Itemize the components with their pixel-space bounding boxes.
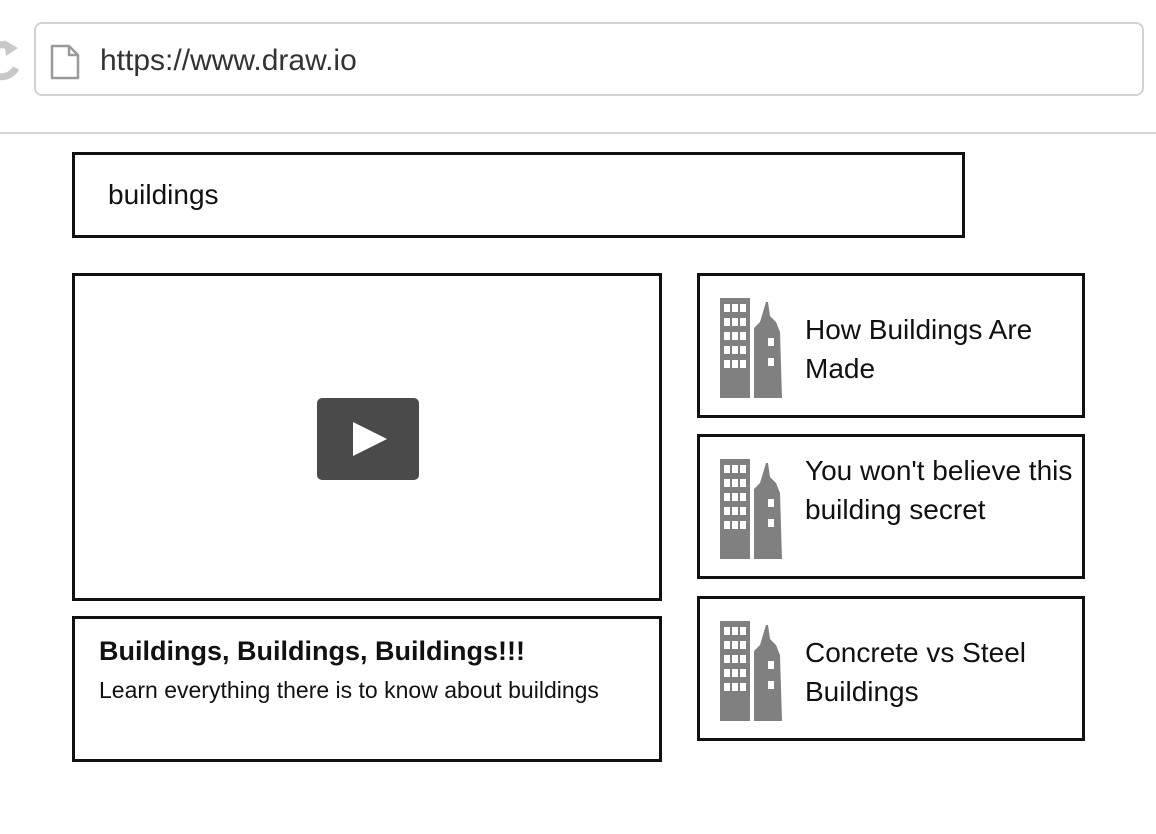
browser-toolbar	[0, 0, 1156, 134]
building-icon	[720, 459, 782, 559]
play-button[interactable]	[317, 398, 419, 480]
related-video-item[interactable]	[697, 434, 1085, 579]
related-video-item[interactable]	[697, 273, 1085, 418]
related-video-title: You won't believe this building secret	[805, 455, 1073, 525]
search-input[interactable]	[72, 152, 965, 238]
building-icon	[720, 298, 782, 398]
related-video-title: How Buildings Are Made	[805, 314, 1033, 384]
related-video-item[interactable]	[697, 596, 1085, 741]
address-bar-url: https://www.draw.io	[100, 44, 357, 77]
refresh-icon[interactable]	[0, 38, 22, 86]
document-icon	[50, 44, 80, 80]
building-icon	[720, 621, 782, 721]
play-icon	[353, 422, 387, 456]
address-bar[interactable]	[34, 22, 1144, 96]
search-input-value: buildings	[108, 179, 219, 210]
video-description	[72, 616, 662, 762]
related-video-title: Concrete vs Steel Buildings	[805, 637, 1026, 707]
video-player[interactable]	[72, 273, 662, 601]
video-title: Buildings, Buildings, Buildings!!!	[99, 636, 525, 666]
video-description-text: Learn everything there is to know about buildings	[99, 677, 599, 703]
